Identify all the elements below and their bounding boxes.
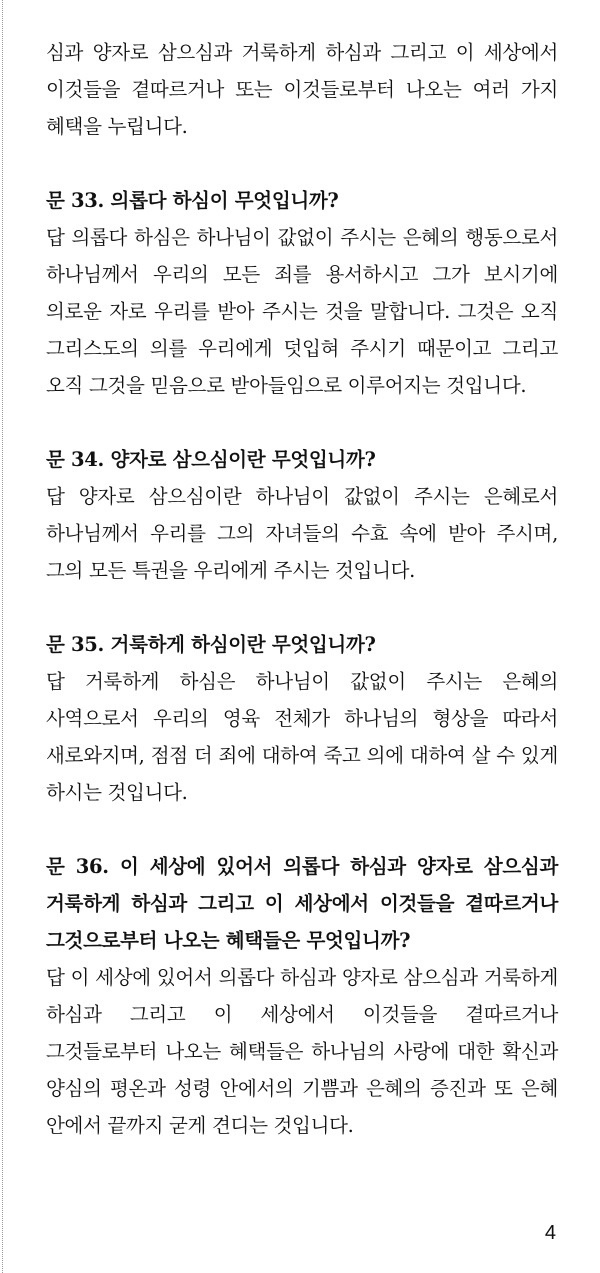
paragraph-gap [46,404,558,441]
answer-36: 답 이 세상에 있어서 의롭다 하심과 양자로 삼으심과 거룩하게 하심과 그리고 이 세상에서 이것들을 곁따르거나 그것들로부터 나오는 혜택들은 하나님의 사랑에 대한 확신과 양심의 평온과 성령 안에서의 기쁨과 은혜의 증진과 또 은혜 안에서 끝까지 굳게 견디는 것입니다. [46,966,558,1137]
qa-block-36 [46,848,558,1144]
document-body [46,34,558,1144]
intro-paragraph: 심과 양자로 삼으심과 거룩하게 하심과 그리고 이 세상에서 이것들을 곁따르거나 또는 이것들로부터 나오는 여러 가지 혜택을 누립니다. [46,41,558,138]
page-number: 4 [544,1222,556,1244]
question-36: 문 36. 이 세상에 있어서 의롭다 하심과 양자로 삼으심과 거룩하게 하심과 그리고 이 세상에서 이것들을 곁따르거나 그것으로부터 나오는 혜택들은 무엇입니까? [46,855,558,952]
question-35: 문 35. 거룩하게 하심이란 무엇입니까? [46,633,376,656]
left-margin-rule [2,0,3,1273]
qa-block-34 [46,441,558,589]
qa-block-35 [46,626,558,811]
question-34: 문 34. 양자로 삼으심이란 무엇입니까? [46,448,376,471]
paragraph-gap [46,811,558,848]
qa-block-33 [46,182,558,404]
paragraph-gap [46,145,558,182]
question-33: 문 33. 의롭다 하심이 무엇입니까? [46,189,339,212]
paragraph-gap [46,589,558,626]
answer-35: 답 거룩하게 하심은 하나님이 값없이 주시는 은혜의 사역으로서 우리의 영육 전체가 하나님의 형상을 따라서 새로와지며, 점점 더 죄에 대하여 죽고 의에 대하여 살 수 있게 하시는 것입니다. [46,670,558,804]
answer-34: 답 양자로 삼으심이란 하나님이 값없이 주시는 은혜로서 하나님께서 우리를 그의 자녀들의 수효 속에 받아 주시며, 그의 모든 특권을 우리에게 주시는 것입니다. [46,485,558,582]
answer-33: 답 의롭다 하심은 하나님이 값없이 주시는 은혜의 행동으로서 하나님께서 우리의 모든 죄를 용서하시고 그가 보시기에 의로운 자로 우리를 받아 주시는 것을 말합니다. 그것은 오직 그리스도의 의를 우리에게 덧입혀 주시기 때문이고 그리고 오직 그것을 믿음으로 받아들임으로 이루어지는 것입니다. [46,226,558,397]
